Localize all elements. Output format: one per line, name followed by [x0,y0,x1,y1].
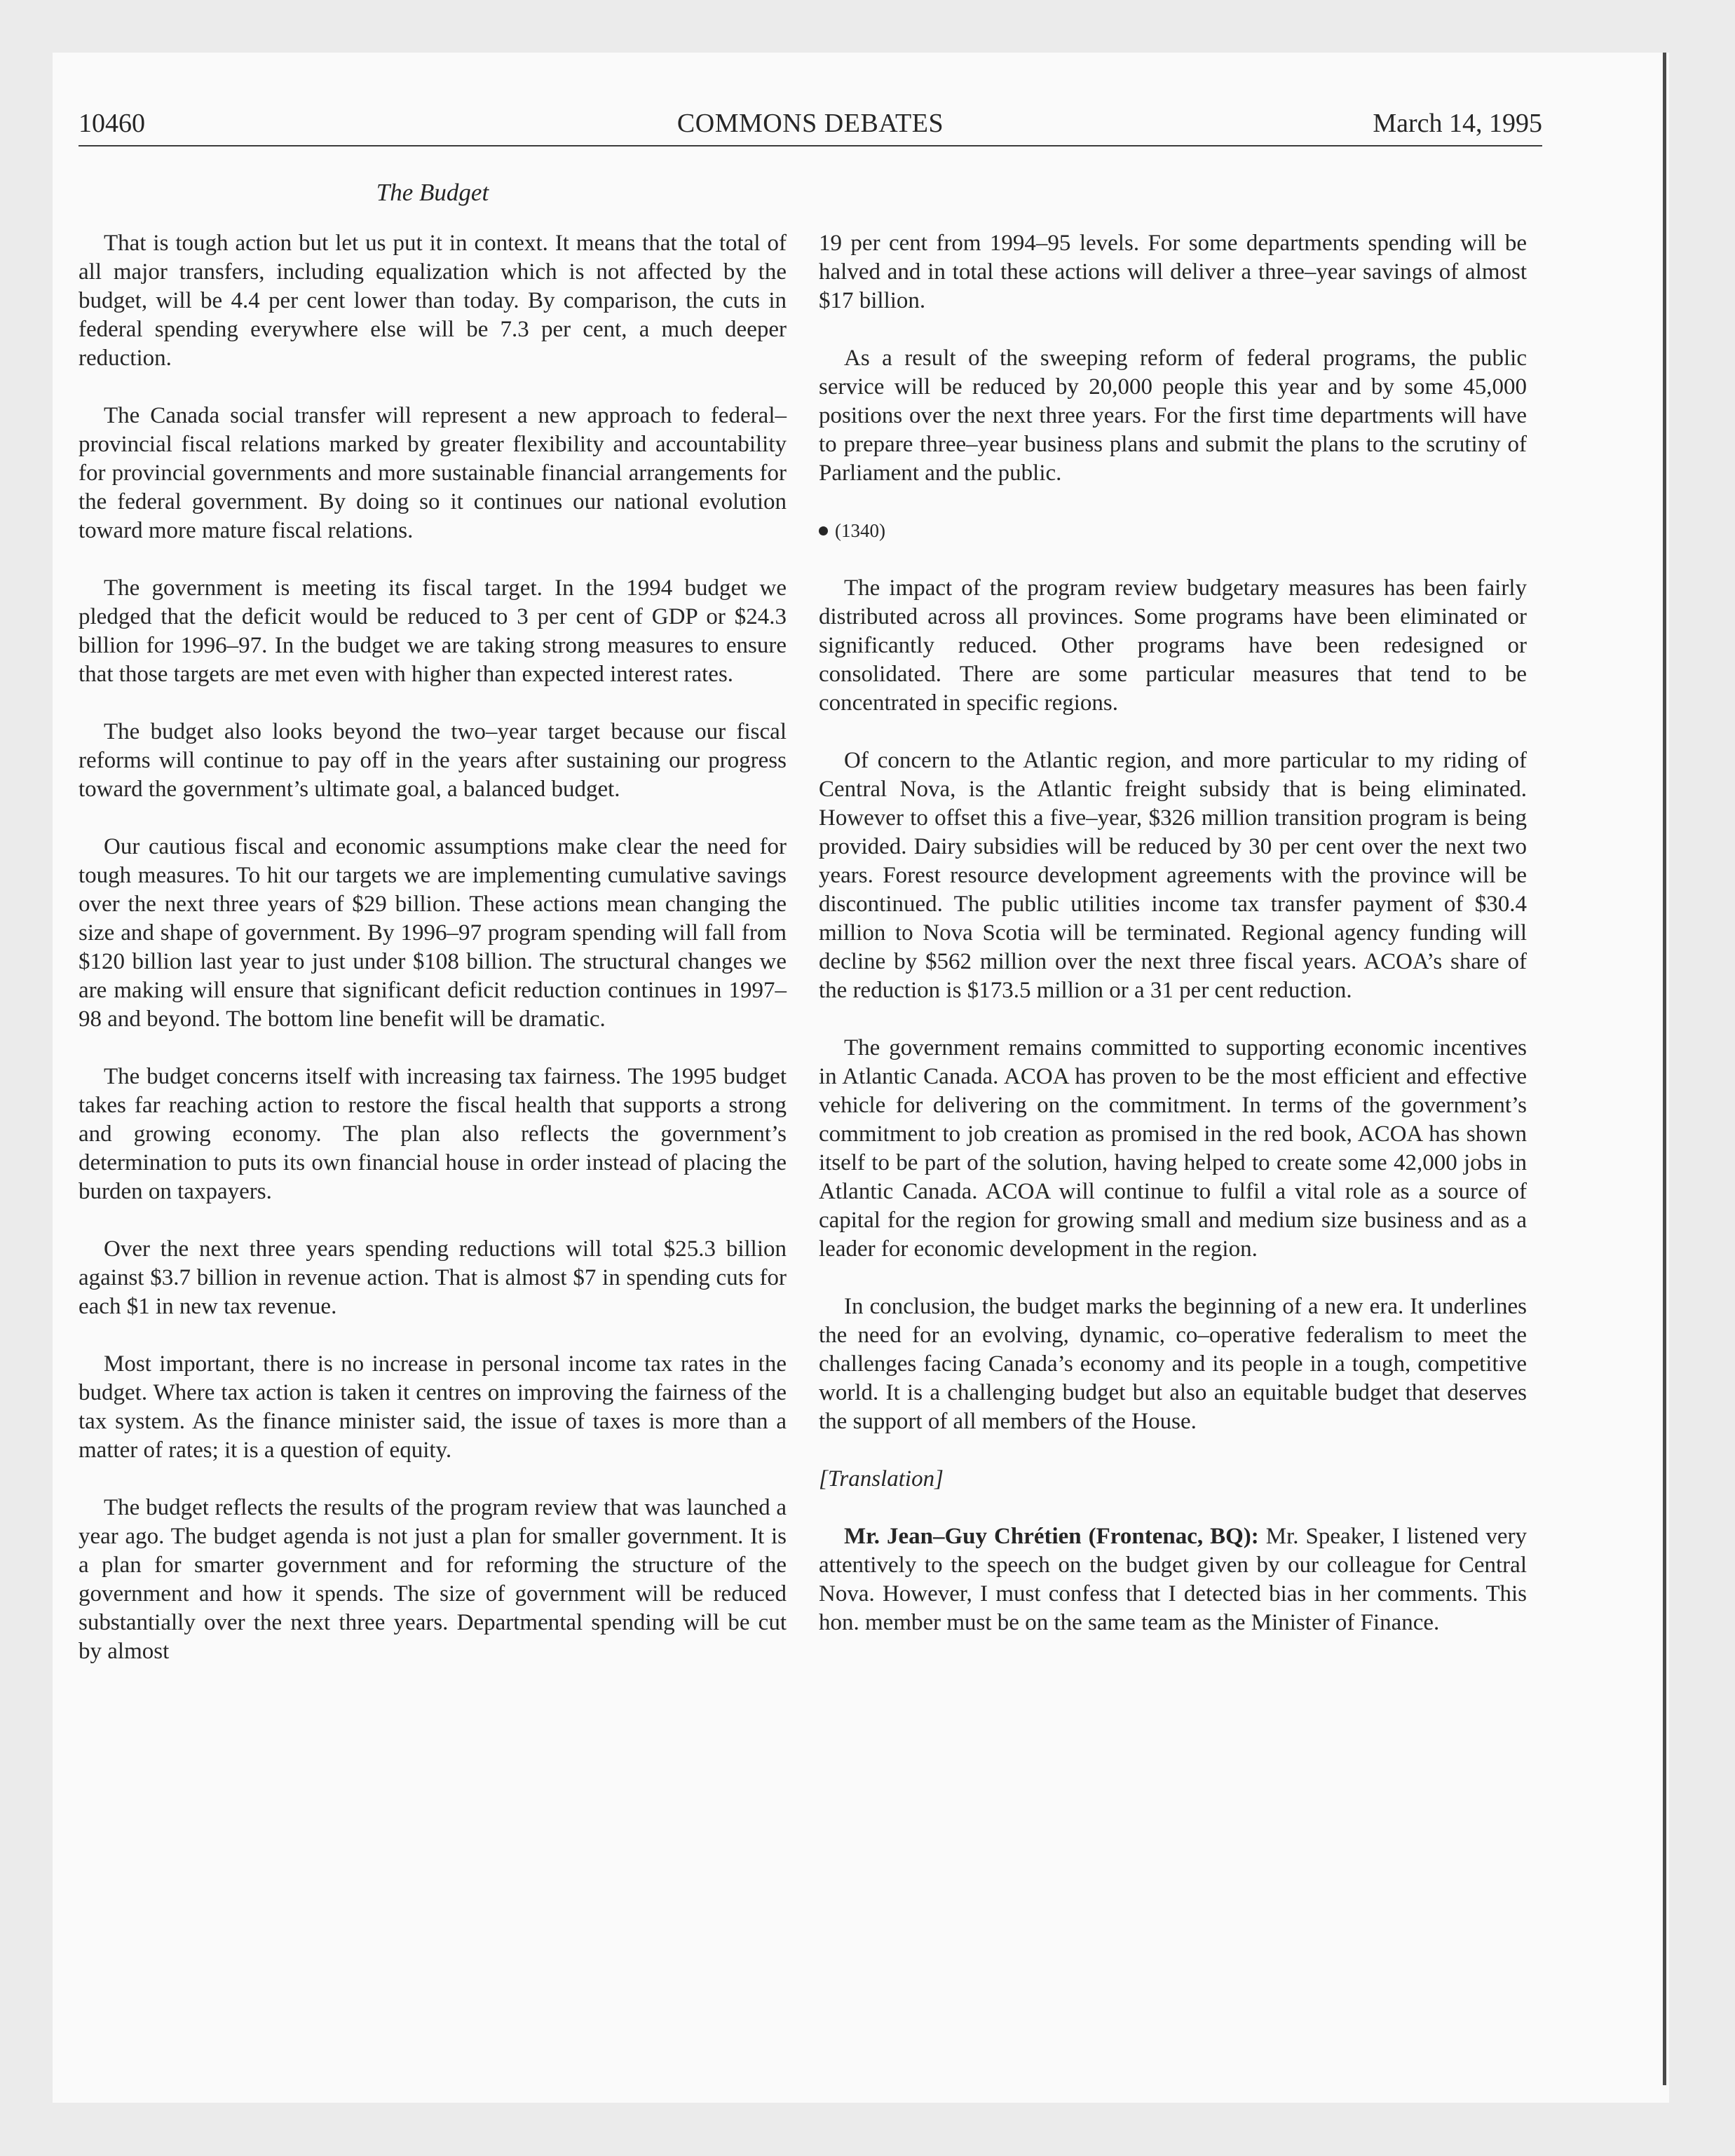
paragraph: That is tough action but let us put it in context. It means that the total of all major transfers, including equalization which is not affected by the budget, will be 4.4 per cent lower than today. By comparison, the cuts in federal spending everywhere else will be 7.3 per cent, a much deeper reduction. [79,231,787,371]
page-header [79,104,1542,143]
speaker-paragraph [819,1522,1527,1637]
speaker-text: Mr. Speaker, I listened very attentively to the speech on the budget given by our colleague for Central Nova. However, I must confess that I detected bias in her comments. This hon. member must be on the same team as the Minister of Finance. [819,1524,1527,1635]
paragraph: Most important, there is no increase in personal income tax rates in the budget. Where tax action is taken it centres on improving the fairness of the tax system. As the finance minister said, the issue of taxes is more than a matter of rates; it is a question of equity. [79,1351,787,1463]
paragraph: The budget also looks beyond the two–year target because our fiscal reforms will continue to pay off in the years after sustaining our progress toward the government’s ultimate goal, a balanced budget. [79,719,787,802]
sitting-date: March 14, 1995 [1373,109,1542,138]
paragraph: As a result of the sweeping reform of federal programs, the public service will be reduced by 20,000 people this year and by some 45,000 positions over the next three years. For the first time departments will have to prepare three–year business plans and submit the plans to the scrutiny of Parliament and the public. [819,346,1527,486]
paragraph: In conclusion, the budget marks the beginning of a new era. It underlines the need for an evolving, dynamic, co–operative federalism to meet the challenges facing Canada’s economy and its people in a tough, competitive world. It is a challenging budget but also an equitable budget that deserves the support of all members of the House. [819,1294,1527,1434]
left-column [79,229,787,1695]
speaker-name: Mr. Jean–Guy Chrétien (Frontenac, BQ): [844,1524,1259,1549]
bullet-icon [819,526,828,535]
page-number: 10460 [79,109,145,138]
journal-title: COMMONS DEBATES [676,109,944,138]
right-column [819,229,1527,1666]
time-marker-text: (1340) [835,520,885,541]
paragraph: The government is meeting its fiscal target. In the 1994 budget we pledged that the deficit would be reduced to 3 per cent of GDP or $24.3 billion for 1996–97. In the budget we are taking strong measures to ensure that those targets are met even with higher than expected interest rates. [79,575,787,687]
header-rule [79,145,1542,146]
paragraph: Our cautious fiscal and economic assumptions make clear the need for tough measures. To hit our targets we are implementing cumulative savings over the next three years of $29 billion. These actions mean changing the size and shape of government. By 1996–97 program spending will fall from $120 billion last year to just under $108 billion. The structural changes we are making will ensure that significant deficit reduction continues in 1997–98 and beyond. The bottom line benefit will be dramatic. [79,834,787,1032]
paragraph-continuation: 19 per cent from 1994–95 levels. For some departments spending will be halved and in total these actions will deliver a three–year savings of almost $17 billion. [819,231,1527,313]
paragraph: The impact of the program review budgetary measures has been fairly distributed across all provinces. Some programs have been eliminated or significantly reduced. Other programs have been redesigned or consolidated. There are some particular measures that tend to be concentrated in specific regions. [819,575,1527,716]
paragraph: Of concern to the Atlantic region, and more particular to my riding of Central Nova, is the Atlantic freight subsidy that is being eliminated. However to offset this a five–year, $326 million transition program is being provided. Dairy subsidies will be reduced by 30 per cent over the next two years. Forest resource development agreements with the province will be discontinued. The public utilities income tax transfer payment of $30.4 million to Nova Scotia will be terminated. Regional agency funding will decline by $562 million over the next three fiscal years. ACOA’s share of the reduction is $173.5 million or a 31 per cent reduction. [819,748,1527,1003]
translation-label: [Translation] [819,1466,944,1492]
time-marker [819,517,1527,545]
paragraph: The budget reflects the results of the program review that was launched a year ago. The budget agenda is not just a plan for smaller government. It is a plan for smarter government and for reforming the structure of the government and how it spends. The size of government will be reduced substantially over the next three years. Departmental spending will be cut by almost [79,1495,787,1664]
paragraph: The government remains committed to supporting economic incentives in Atlantic Canada. ACOA has proven to be the most efficient and effective vehicle for delivering on the commitment. In terms of the government’s commitment to job creation as promised in the red book, ACOA has shown itself to be part of the solution, having helped to create some 42,000 jobs in Atlantic Canada. ACOA will continue to fulfil a vital role as a source of capital for the region for growing small and medium size business and as a leader for economic development in the region. [819,1035,1527,1262]
page-edge-rule [1663,53,1666,2085]
section-title: The Budget [376,179,489,206]
paragraph: Over the next three years spending reductions will total $25.3 billion against $3.7 billion in revenue action. That is almost $7 in spending cuts for each $1 in new tax revenue. [79,1236,787,1319]
paragraph: The Canada social transfer will represent a new approach to federal–provincial fiscal relations marked by greater flexibility and accountability for provincial governments and more sustainable financial arrangements for the federal government. By doing so it continues our national evolution toward more mature fiscal relations. [79,403,787,543]
paragraph: The budget concerns itself with increasing tax fairness. The 1995 budget takes far reaching action to restore the fiscal health that supports a strong and growing economy. The plan also reflects the government’s determination to puts its own financial house in order instead of placing the burden on taxpayers. [79,1064,787,1204]
